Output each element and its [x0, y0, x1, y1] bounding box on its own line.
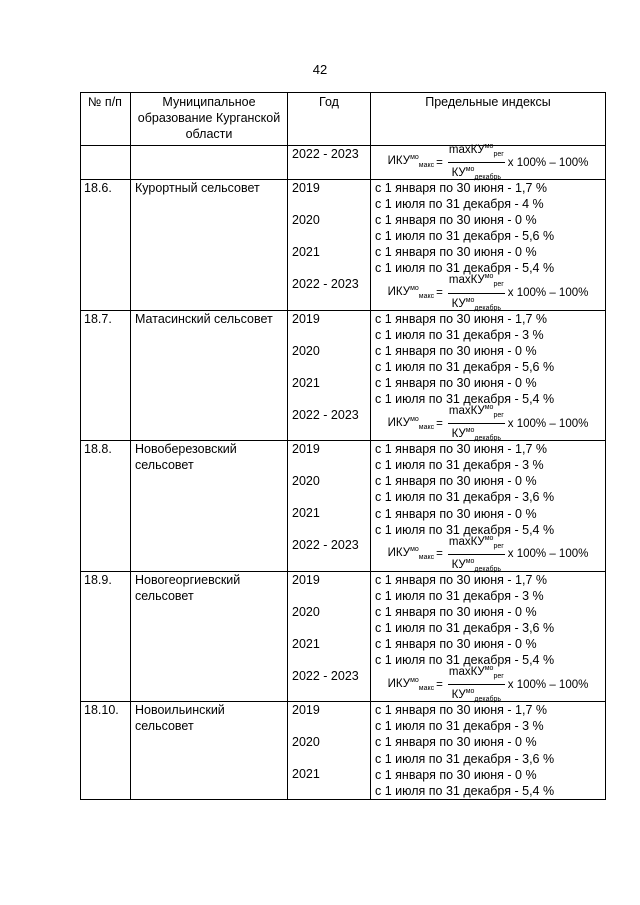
cell-num: 18.7.: [80, 310, 130, 441]
cell-indexes: [370, 571, 606, 702]
table-header-row: [80, 92, 606, 145]
formula-eq: =: [436, 287, 443, 300]
year-2020: 2020: [292, 213, 320, 227]
formula-tail: x 100% – 100%: [507, 156, 589, 169]
formula-eq: =: [436, 156, 443, 169]
index-line: с 1 июля по 31 декабря - 5,4 %: [375, 653, 555, 668]
year-2022-2023: 2022 - 2023: [292, 668, 359, 683]
formula-lhs: $ИКУ^{мо}_{макс}$: [387, 676, 435, 692]
year-2019: 2019: [292, 703, 320, 718]
header-municipality: Муниципальное образование Курганской области: [130, 92, 287, 145]
year-2019: 2019: [292, 181, 320, 195]
cell-num: 18.6.: [80, 179, 130, 310]
formula-lhs: $ИКУ^{мо}_{макс}$: [387, 285, 435, 301]
year-2019: 2019: [292, 572, 320, 587]
cell-year: [287, 571, 370, 702]
cell-year: [287, 440, 370, 571]
year-2021: 2021: [292, 636, 320, 651]
cell-indexes: [370, 310, 606, 441]
formula: [375, 142, 601, 182]
tariff-index-table: [80, 92, 606, 800]
index-line: с 1 июля по 31 декабря - 3,6 %: [375, 620, 555, 635]
table-row: [80, 571, 606, 702]
formula-numerator: maxКУ$^{мо}_{рег}$: [448, 662, 505, 685]
header-indexes: Предельные индексы: [370, 92, 606, 145]
index-line: с 1 января по 30 июня - 0 %: [375, 637, 537, 652]
formula-lhs: $ИКУ^{мо}_{макс}$: [387, 415, 435, 431]
formula: [375, 404, 601, 443]
formula: [375, 665, 601, 704]
year-2021: 2021: [292, 506, 320, 521]
formula-numerator: maxКУ$^{мо}_{рег}$: [448, 270, 505, 293]
index-line: с 1 июля по 31 декабря - 3,6 %: [375, 490, 555, 505]
table-row: [80, 440, 606, 571]
formula-numerator: maxКУ$^{мо}_{рег}$: [448, 532, 505, 555]
cell-indexes: [370, 179, 606, 310]
index-line: с 1 января по 30 июня - 0 %: [375, 735, 537, 750]
year-2022-2023: 2022 - 2023: [292, 277, 359, 291]
index-line: с 1 января по 30 июня - 1,7 %: [375, 572, 547, 587]
index-line: с 1 июля по 31 декабря - 5,4 %: [375, 522, 555, 537]
index-line: с 1 июля по 31 декабря - 5,4 %: [375, 261, 555, 276]
formula-numerator: maxКУ$^{мо}_{рег}$: [448, 140, 505, 163]
formula-denominator: $КУ^{мо}_{декабрь}$: [451, 427, 502, 443]
year-2022-2023: 2022 - 2023: [292, 407, 359, 422]
index-line: с 1 января по 30 июня - 0 %: [375, 474, 537, 489]
cell-indexes: [370, 440, 606, 571]
spacer: [292, 196, 366, 212]
cell-num: [80, 145, 130, 179]
formula-tail: x 100% – 100%: [507, 678, 589, 691]
cell-name: Курортный сельсовет: [130, 179, 287, 310]
cell-name: Новогеоргиевский сельсовет: [130, 571, 287, 702]
formula-tail: x 100% – 100%: [507, 417, 589, 430]
spacer: [292, 489, 366, 505]
formula-numerator: maxКУ$^{мо}_{рег}$: [448, 401, 505, 424]
spacer: [292, 359, 366, 375]
year-2021: 2021: [292, 375, 320, 390]
spacer: [292, 228, 366, 244]
cell-year: [287, 145, 370, 179]
cell-year: [287, 310, 370, 441]
cell-num: 18.10.: [80, 701, 130, 800]
year-2020: 2020: [292, 343, 320, 358]
year-2022-2023: 2022 - 2023: [292, 147, 359, 161]
index-line: с 1 января по 30 июня - 0 %: [375, 767, 537, 782]
spacer: [292, 457, 366, 473]
cell-num: 18.8.: [80, 440, 130, 571]
index-line: с 1 января по 30 июня - 0 %: [375, 213, 537, 228]
header-num: № п/п: [80, 92, 130, 145]
spacer: [292, 391, 366, 407]
cell-year: [287, 179, 370, 310]
spacer: [292, 652, 366, 668]
index-line: с 1 января по 30 июня - 0 %: [375, 506, 537, 521]
index-line: с 1 января по 30 июня - 0 %: [375, 343, 537, 358]
spacer: [292, 521, 366, 537]
year-2019: 2019: [292, 442, 320, 457]
year-2021: 2021: [292, 245, 320, 259]
index-line: с 1 июля по 31 декабря - 3 %: [375, 458, 544, 473]
spacer: [292, 588, 366, 604]
cell-name: [130, 145, 287, 179]
header-year: Год: [287, 92, 370, 145]
index-line: с 1 июля по 31 декабря - 5,6 %: [375, 229, 555, 244]
cell-name: Новоберезовский сельсовет: [130, 440, 287, 571]
table-row: [80, 310, 606, 441]
table-row: [80, 701, 606, 800]
formula-denominator: $КУ^{мо}_{декабрь}$: [451, 296, 502, 312]
cell-name: Новоильинский сельсовет: [130, 701, 287, 800]
cell-year: [287, 701, 370, 800]
year-2020: 2020: [292, 604, 320, 619]
formula-denominator: $КУ^{мо}_{декабрь}$: [451, 557, 502, 573]
index-line: с 1 января по 30 июня - 0 %: [375, 375, 537, 390]
index-line: с 1 июля по 31 декабря - 3 %: [375, 719, 544, 734]
formula: [375, 534, 601, 573]
index-line: с 1 июля по 31 декабря - 4 %: [375, 197, 544, 212]
index-line: с 1 июля по 31 декабря - 3 %: [375, 327, 544, 342]
formula-tail: x 100% – 100%: [507, 548, 589, 561]
spacer: [292, 260, 366, 276]
spacer: [292, 620, 366, 636]
cell-indexes: [370, 701, 606, 800]
spacer: [292, 327, 366, 343]
index-line: с 1 января по 30 июня - 1,7 %: [375, 181, 547, 195]
index-line: с 1 января по 30 июня - 0 %: [375, 604, 537, 619]
spacer: [292, 718, 366, 734]
year-2021: 2021: [292, 767, 320, 782]
page-number: 42: [312, 62, 328, 77]
formula-denominator: $КУ^{мо}_{декабрь}$: [451, 166, 502, 182]
formula-eq: =: [436, 548, 443, 561]
formula-tail: x 100% – 100%: [507, 287, 589, 300]
index-line: с 1 января по 30 июня - 1,7 %: [375, 442, 547, 457]
cell-num: 18.9.: [80, 571, 130, 702]
year-2020: 2020: [292, 474, 320, 489]
index-line: с 1 июля по 31 декабря - 3 %: [375, 588, 544, 603]
year-2022-2023: 2022 - 2023: [292, 538, 359, 553]
formula-lhs: $ИКУ^{мо}_{макс}$: [387, 546, 435, 562]
cell-indexes: [370, 142, 606, 182]
table-row-continuation: [80, 142, 606, 182]
year-2020: 2020: [292, 735, 320, 750]
cell-name: Матасинский сельсовет: [130, 310, 287, 441]
index-line: с 1 июля по 31 декабря - 5,6 %: [375, 359, 555, 374]
spacer: [292, 750, 366, 766]
formula-lhs: $ИКУ^{мо}_{макс}$: [387, 154, 435, 170]
formula-eq: =: [436, 417, 443, 430]
index-line: с 1 января по 30 июня - 0 %: [375, 245, 537, 260]
formula-denominator: $КУ^{мо}_{декабрь}$: [451, 688, 502, 704]
index-line: с 1 июля по 31 декабря - 5,4 %: [375, 783, 555, 798]
formula: [375, 273, 601, 312]
table-row: [80, 179, 606, 310]
year-2019: 2019: [292, 311, 320, 326]
formula-eq: =: [436, 678, 443, 691]
index-line: с 1 января по 30 июня - 1,7 %: [375, 311, 547, 326]
index-line: с 1 июля по 31 декабря - 5,4 %: [375, 392, 555, 407]
index-line: с 1 июля по 31 декабря - 3,6 %: [375, 751, 555, 766]
index-line: с 1 января по 30 июня - 1,7 %: [375, 703, 547, 718]
